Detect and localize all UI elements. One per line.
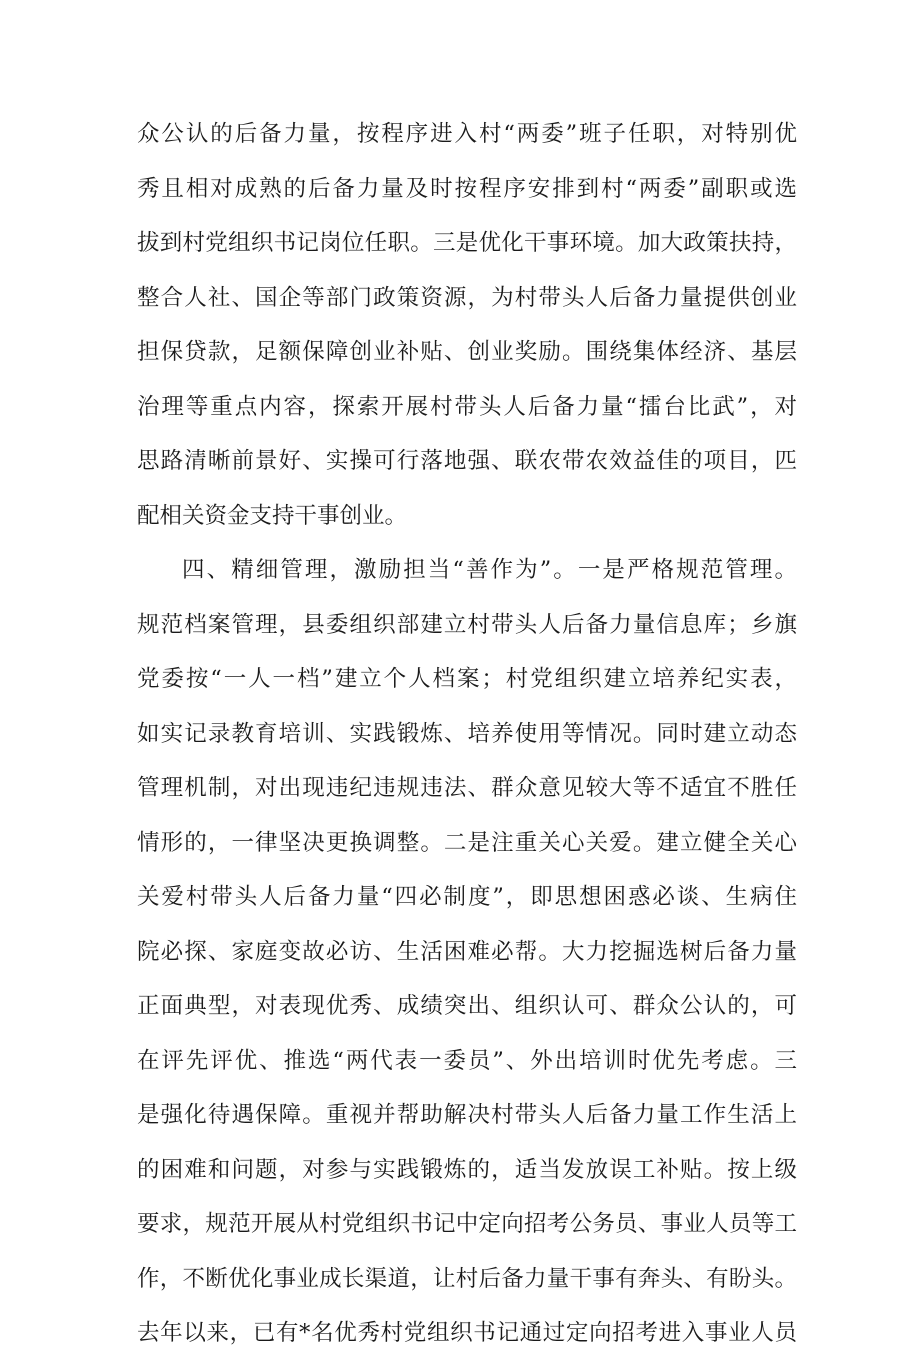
text-line: 的困难和问题，对参与实践锻炼的，适当发放误工补贴。按上级 (137, 1156, 797, 1183)
document-body (137, 107, 797, 1361)
text-line: 管理机制，对出现违纪违规违法、群众意见较大等不适宜不胜任 (137, 775, 797, 801)
text-line: 规范档案管理，县委组织部建立村带头人后备力量信息库；乡旗 (137, 611, 797, 638)
text-line: 担保贷款，足额保障创业补贴、创业奖励。围绕集体经济、基层 (137, 339, 797, 365)
text-line: 关爱村带头人后备力量“四必制度”，即思想困惑必谈、生病住 (137, 884, 797, 910)
text-line: 秀且相对成熟的后备力量及时按程序安排到村“两委”副职或选 (137, 175, 797, 202)
text-line: 是强化待遇保障。重视并帮助解决村带头人后备力量工作生活上 (137, 1102, 797, 1128)
text-line: 在评先评优、推选“两代表一委员”、外出培训时优先考虑。三 (137, 1047, 797, 1074)
text-line: 思路清晰前景好、实操可行落地强、联农带农效益佳的项目，匹 (137, 448, 797, 474)
text-line: 正面典型，对表现优秀、成绩突出、组织认可、群众公认的，可 (137, 993, 797, 1019)
text-line: 党委按“一人一档”建立个人档案；村党组织建立培养纪实表， (137, 666, 797, 692)
text-line: 拔到村党组织书记岗位任职。三是优化干事环境。加大政策扶持， (137, 230, 797, 256)
text-line: 去年以来，已有*名优秀村党组织书记通过定向招考进入事业人员 (137, 1320, 797, 1346)
text-line: 情形的，一律坚决更换调整。二是注重关心关爱。建立健全关心 (137, 829, 797, 856)
text-line: 如实记录教育培训、实践锻炼、培养使用等情况。同时建立动态 (137, 720, 797, 747)
text-line: 院必探、家庭变故必访、生活困难必帮。大力挖掘选树后备力量 (137, 938, 797, 965)
text-line: 配相关资金支持干事创业。 (137, 502, 408, 529)
paragraph-1 (137, 107, 797, 543)
text-line: 治理等重点内容，探索开展村带头人后备力量“擂台比武”，对 (137, 393, 797, 420)
text-line: 整合人社、国企等部门政策资源，为村带头人后备力量提供创业 (137, 284, 797, 311)
text-line: 众公认的后备力量，按程序进入村“两委”班子任职，对特别优 (137, 121, 797, 147)
text-line: 要求，规范开展从村党组织书记中定向招考公务员、事业人员等工 (137, 1211, 797, 1237)
paragraph-2 (137, 543, 797, 1361)
section-heading-line: 四、精细管理，激励担当“善作为”。一是严格规范管理。 (182, 557, 797, 583)
text-line: 作，不断优化事业成长渠道，让村后备力量干事有奔头、有盼头。 (137, 1265, 797, 1292)
